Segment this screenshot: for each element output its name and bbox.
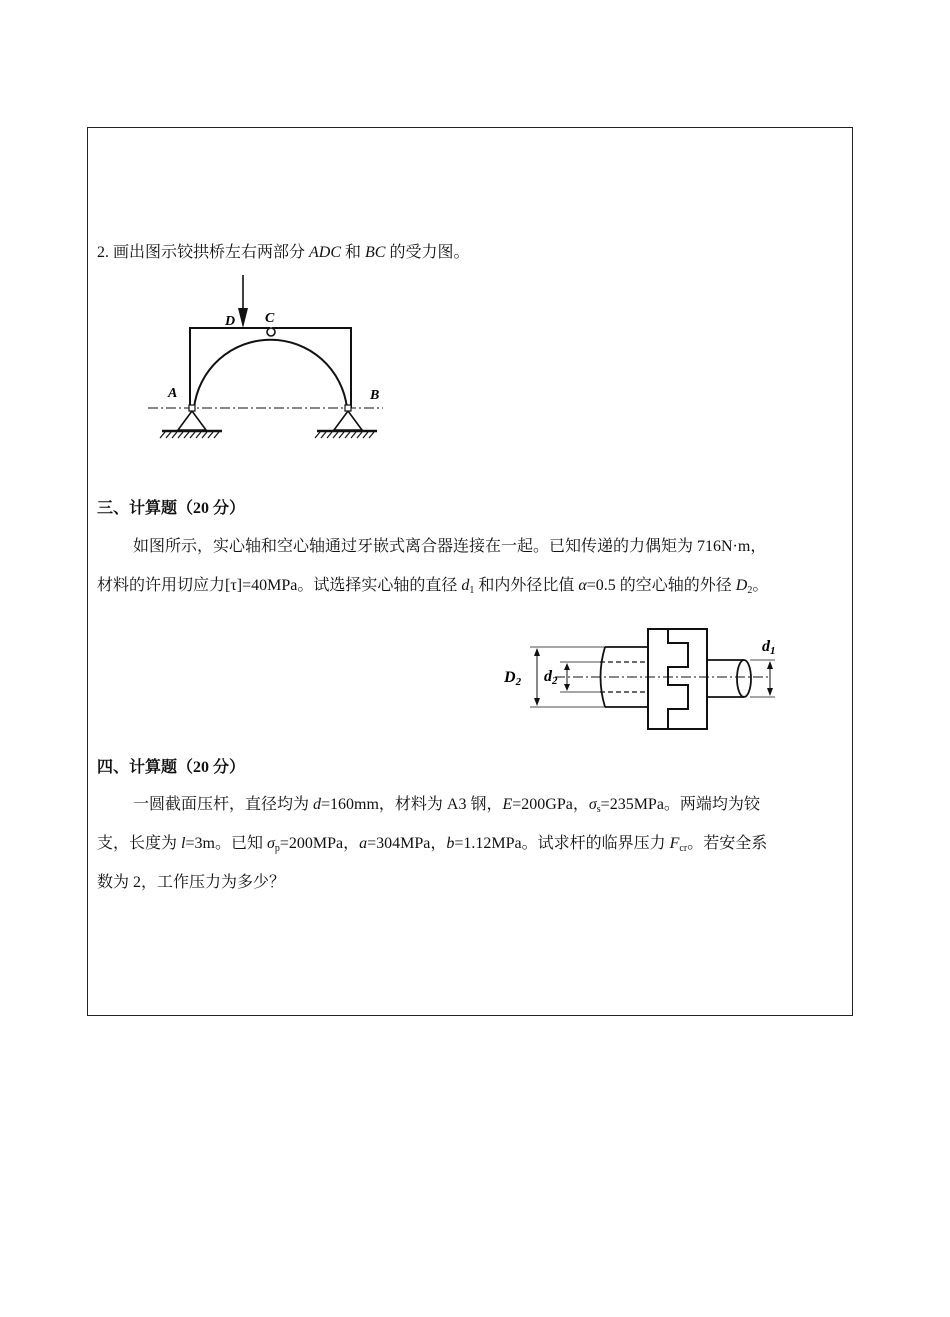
s4-l2-a: 支，长度为 <box>97 835 182 852</box>
section-3-line-1: 如图所示，实心轴和空心轴通过牙嵌式离合器连接在一起。已知传递的力偶矩为 716N·m， <box>133 538 767 555</box>
q2-text <box>97 243 470 263</box>
section-4-line-2 <box>97 834 767 854</box>
label-d2: d2 <box>544 668 558 687</box>
section-3-heading: 三、计算题（20 分） <box>97 500 246 517</box>
label-d1: d1 <box>762 638 776 657</box>
section-3-line-2 <box>97 576 768 596</box>
s4-sigma-p: σ <box>266 835 275 852</box>
s3-l2-b: 和内外径比值 <box>474 577 579 594</box>
s4-sigma-s: σ <box>588 796 597 813</box>
section-4-line-1 <box>133 795 760 815</box>
jaw-clutch-figure <box>500 625 790 735</box>
section-4-heading: 四、计算题（20 分） <box>97 759 246 776</box>
s4-sigma-s-sub: s <box>596 804 601 815</box>
s3-l2-end: 。 <box>752 577 769 594</box>
label-D2: D2 <box>504 669 522 688</box>
s4-F-var: F <box>669 835 680 852</box>
label-d: D <box>225 314 236 329</box>
pin-support-b <box>315 405 377 438</box>
s3-l2-a: 材料的许用切应力[τ]=40MPa。试选择实心轴的直径 <box>97 577 462 594</box>
s3-d1-var: d <box>461 577 470 594</box>
s4-sigma-p-sub: p <box>274 843 280 854</box>
s4-l1-e: =235MPa。两端均为铰 <box>600 796 760 813</box>
s4-l2-c: =200MPa， <box>279 835 360 852</box>
s4-l1-a: 一圆截面压杆，直径均为 <box>133 796 314 813</box>
arch-bridge-figure <box>140 270 390 445</box>
s4-l2-e: =1.12MPa。试求杆的临界压力 <box>454 835 670 852</box>
s3-l2-c: =0.5 的空心轴的外径 <box>586 577 736 594</box>
s4-E-var: E <box>502 796 513 813</box>
label-b: B <box>370 388 380 403</box>
s4-l2-d: =304MPa， <box>367 835 447 852</box>
s4-d-var: d <box>313 796 322 813</box>
q2-part-bc: BC <box>365 244 386 261</box>
s4-l-var: l <box>181 835 186 852</box>
s4-a-var: a <box>359 835 368 852</box>
label-a: A <box>168 386 178 401</box>
s3-d1-sub: 1 <box>469 585 475 596</box>
q2-part-adc: ADC <box>309 244 342 261</box>
hinge-c <box>267 328 275 336</box>
q2-suffix: 的受力图。 <box>385 244 470 261</box>
s4-F-sub: cr <box>679 843 688 854</box>
s4-l1-b: =160mm，材料为 A3 钢， <box>321 796 503 813</box>
s3-D2-var: D <box>735 577 748 594</box>
q2-mid: 和 <box>341 244 366 261</box>
s4-l1-c: =200GPa， <box>512 796 589 813</box>
s4-l2-b: =3m。已知 <box>185 835 267 852</box>
s3-D2-sub: 2 <box>747 585 753 596</box>
s4-b-var: b <box>446 835 455 852</box>
s4-l2-f: 。若安全系 <box>687 835 768 852</box>
q2-prefix: 2. 画出图示铰拱桥左右两部分 <box>97 244 310 261</box>
section-4-line-3: 数为 2，工作压力为多少？ <box>97 874 286 891</box>
s3-alpha: α <box>578 577 587 594</box>
pin-support-a <box>160 405 222 438</box>
label-c: C <box>265 311 275 326</box>
